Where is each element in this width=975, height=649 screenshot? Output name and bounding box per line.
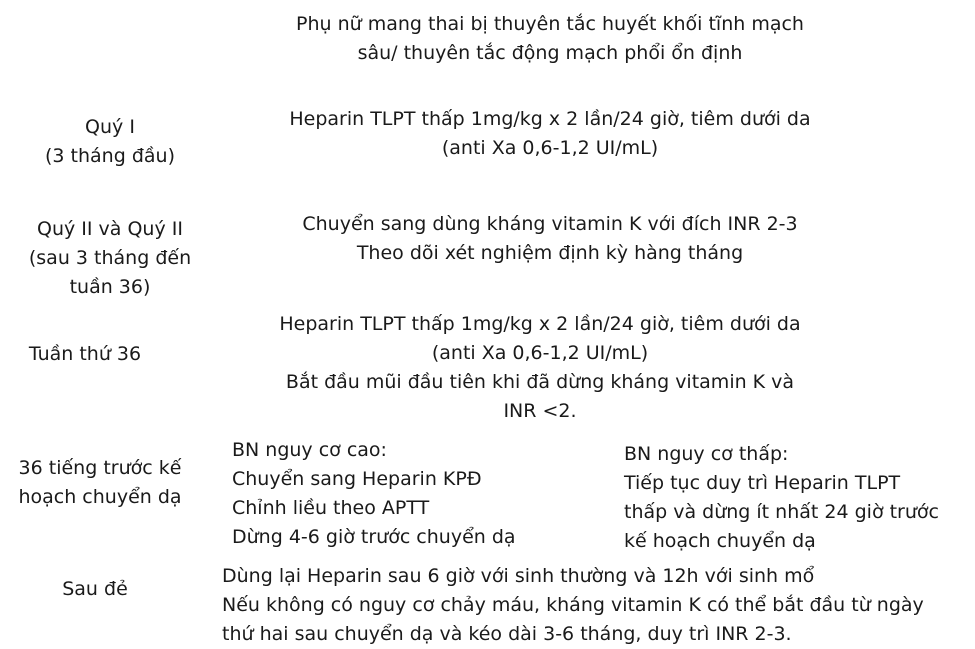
q2-line-2: Theo dõi xét nghiệm định kỳ hàng tháng <box>356 242 744 264</box>
pp-line-3: thứ hai sau chuyển dạ và kéo dài 3-6 tháng, duy trì INR 2-3. <box>222 623 792 645</box>
q1-line-1: Heparin TLPT thấp 1mg/kg x 2 lần/24 giờ, tiêm dưới da <box>289 108 811 130</box>
week-36-content <box>170 310 910 426</box>
label-q2-line-1: Quý II và Quý II <box>37 218 183 240</box>
high-risk-heading: BN nguy cơ cao: <box>232 439 387 461</box>
label-q1-line-2: (3 tháng đầu) <box>45 145 175 167</box>
w36-line-1: Heparin TLPT thấp 1mg/kg x 2 lần/24 giờ, tiêm dưới da <box>279 313 801 335</box>
label-36h-line-2: hoạch chuyển dạ <box>18 486 182 508</box>
low-risk-heading: BN nguy cơ thấp: <box>624 443 789 465</box>
second-third-trimester-content <box>180 210 920 268</box>
postpartum-content <box>222 562 924 649</box>
pp-line-2: Nếu không có nguy cơ chảy máu, kháng vitamin K có thể bắt đầu từ ngày <box>222 594 924 616</box>
label-36-hours-before-labor <box>0 454 200 512</box>
label-q2-line-2: (sau 3 tháng đến <box>28 247 192 269</box>
low-risk-line-3: kế hoạch chuyển dạ <box>624 530 816 552</box>
title-line-1: Phụ nữ mang thai bị thuyên tắc huyết khối tĩnh mạch <box>296 13 804 35</box>
label-q1-line-1: Quý I <box>85 116 135 138</box>
low-risk-block <box>624 440 939 556</box>
high-risk-block <box>232 436 516 552</box>
label-postpartum <box>0 575 190 604</box>
q1-line-2: (anti Xa 0,6-1,2 UI/mL) <box>441 137 659 159</box>
high-risk-line-2: Chỉnh liều theo APTT <box>232 497 430 519</box>
q2-line-1: Chuyển sang dùng kháng vitamin K với đích INR 2-3 <box>302 213 798 235</box>
label-pp-line: Sau đẻ <box>62 578 128 600</box>
label-q2-line-3: tuần 36) <box>69 276 151 298</box>
high-risk-line-3: Dừng 4-6 giờ trước chuyển dạ <box>232 526 516 548</box>
w36-line-2: (anti Xa 0,6-1,2 UI/mL) <box>431 342 649 364</box>
w36-line-3: Bắt đầu mũi đầu tiên khi đã dừng kháng vitamin K và <box>285 371 795 393</box>
high-risk-line-1: Chuyển sang Heparin KPĐ <box>232 468 482 490</box>
title-line-2: sâu/ thuyên tắc động mạch phổi ổn định <box>357 42 743 64</box>
first-trimester-content <box>180 105 920 163</box>
label-week-36 <box>0 340 170 369</box>
page-title <box>180 10 920 68</box>
label-36h-line-1: 36 tiếng trước kế <box>18 457 182 479</box>
low-risk-line-2: thấp và dừng ít nhất 24 giờ trước <box>624 501 939 523</box>
label-w36-line: Tuần thứ 36 <box>28 343 142 365</box>
pp-line-1: Dùng lại Heparin sau 6 giờ với sinh thường và 12h với sinh mổ <box>222 565 815 587</box>
low-risk-line-1: Tiếp tục duy trì Heparin TLPT <box>624 472 901 494</box>
w36-line-4: INR <2. <box>503 400 577 422</box>
